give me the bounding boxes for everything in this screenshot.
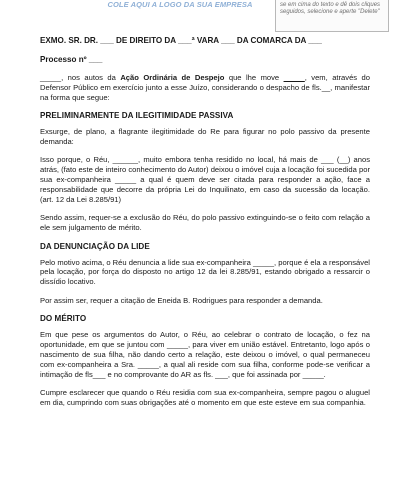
- intro-text-1: , nos autos da: [61, 72, 121, 82]
- intro-paragraph: [40, 73, 370, 103]
- intro-text-2: que lhe move: [224, 72, 284, 82]
- action-name: Ação Ordinária de Despejo: [120, 72, 225, 82]
- denunciation-paragraph-1: Pelo motivo acima, o Réu denuncia a lide sua ex-companheira _____, porque é ela a responsável pela locação, por força do disposto no artigo 12 da lei 8.285/91, estando obrigado a ressarcir o dissídio locativo.: [40, 257, 370, 287]
- section-title-denunciation: DA DENUNCIAÇÃO DA LIDE: [40, 241, 150, 251]
- preliminary-paragraph-2: Isso porque, o Réu, ______, muito embora tenha residido no local, há mais de ___ (__) anos atrás, (fato este de inteiro conhecimento do Autor) deixou o imóvel cuja a locação foi sucedida por sua ex-companheira _____ a qual é quem deve ser citada para responder a ação, face a responsabilidade que decorre da própria Lei do Inquilinato, em caso da sucessão da locação. (art. 12 da Lei 8.285/91): [40, 155, 370, 204]
- logo-placeholder: COLE AQUI A LOGO DA SUA EMPRESA: [107, 0, 253, 9]
- address-line: EXMO. SR. DR. ___ DE DIREITO DA ___ª VARA ___ DA COMARCA DA ___: [40, 36, 322, 45]
- process-number: Processo nº ___: [40, 54, 103, 64]
- denunciation-paragraph-2: Por assim ser, requer a citação de Eneida B. Rodrigues para responder a demanda.: [40, 295, 323, 305]
- intro-blank-2: _____: [283, 72, 305, 82]
- intro-text-3: , vem, através do Defensor Público em exercício junto a esse Juízo, considerando o despacho de fls.__, manifestar na forma que segue:: [40, 72, 370, 102]
- preliminary-paragraph-1: Exsurge, de plano, a flagrante ilegitimidade do Re para figurar no polo passivo da presente demanda:: [40, 126, 370, 146]
- instruction-note: se em cima do texto e dê dois cliques seguidos, selecione e aperte "Delete": [275, 0, 389, 32]
- document-body: [40, 36, 370, 416]
- intro-blank: _____: [40, 72, 62, 82]
- section-title-preliminary: PRELIMINARMENTE DA ILEGITIMIDADE PASSIVA: [40, 111, 234, 121]
- section-title-merit: DO MÉRITO: [40, 314, 87, 324]
- merit-paragraph-1: Em que pese os argumentos do Autor, o Réu, ao celebrar o contrato de locação, o fez na oportunidade, em que se juntou com _____, para viver em união estável. Entretanto, logo após o nascimento de sua filha, não dando certo a relação, este deixou o imóvel, o qual permaneceu com ex-companheira a Sra. _____, a qual ali reside com sua filha, conforme pode-se verificar a intimação de fls___ e no comprovante do AR as fls. ___, que foi assinada por _____.: [40, 330, 370, 379]
- merit-paragraph-2: Cumpre esclarecer que quando o Réu residia com sua ex-companheira, sempre pagou o aluguel em dia, cumprindo com suas obrigações até o momento em que este esteve em sua companhia.: [40, 388, 370, 407]
- preliminary-paragraph-3: Sendo assim, requer-se a exclusão do Réu, do polo passivo extinguindo-se o feito com relação a ele sem julgamento de mérito.: [40, 213, 370, 233]
